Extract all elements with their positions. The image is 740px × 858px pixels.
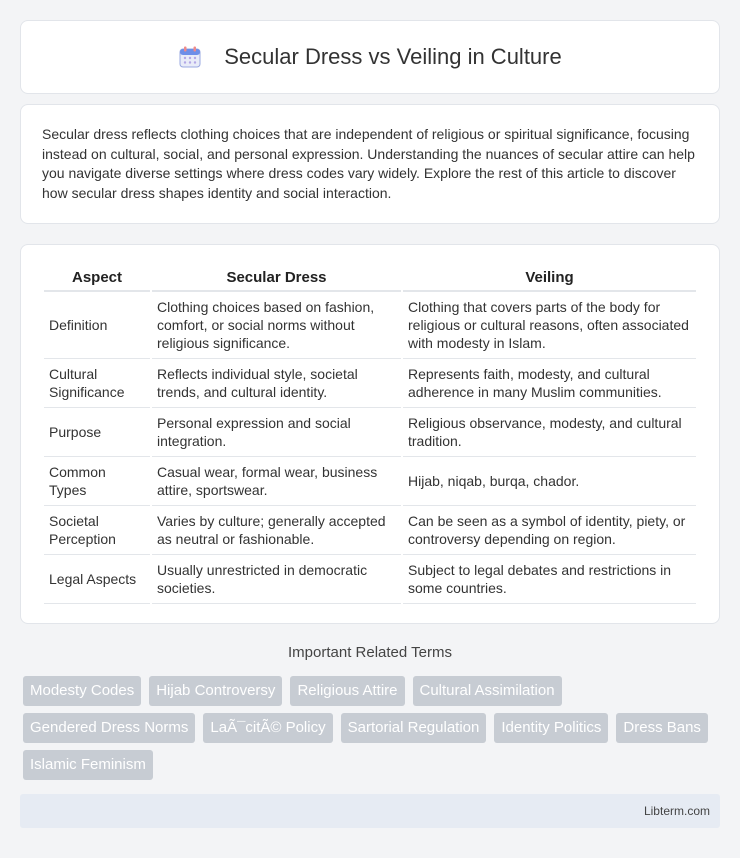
header-card (20, 20, 720, 94)
tag-laicite-policy[interactable]: LaÃ¯citÃ© Policy (203, 713, 332, 743)
tag-identity-politics[interactable]: Identity Politics (494, 713, 608, 743)
row-aspect: Societal Perception (44, 506, 150, 555)
row-veiling: Clothing that covers parts of the body for religious or cultural reasons, often associated with modesty in Islam. (403, 292, 696, 359)
row-veiling: Can be seen as a symbol of identity, piety, or controversy depending on region. (403, 506, 696, 555)
table-row (44, 457, 696, 506)
row-secular: Clothing choices based on fashion, comfort, or social norms without religious significance. (152, 292, 401, 359)
row-aspect: Definition (44, 292, 150, 359)
tag-modesty-codes[interactable]: Modesty Codes (23, 676, 141, 706)
related-terms-list (23, 676, 723, 780)
comparison-card (20, 244, 720, 624)
intro-card (20, 104, 720, 224)
table-row (44, 292, 696, 359)
header (178, 44, 561, 70)
footer-link[interactable]: Libterm.com (643, 804, 710, 818)
tag-sartorial-regulation[interactable]: Sartorial Regulation (341, 713, 487, 743)
tag-dress-bans[interactable]: Dress Bans (616, 713, 708, 743)
calendar-icon (178, 45, 202, 69)
intro-text: Secular dress reflects clothing choices that are independent of religious or spiritual significance, focusing instead on cultural, social, and personal expression. Understanding the nuances of secular attire can help you navigate diverse settings where dress codes vary widely. Explore the rest of this article to discover how secular dress shapes identity and social interaction. (42, 126, 695, 201)
tag-hijab-controversy[interactable]: Hijab Controversy (149, 676, 282, 706)
tag-gendered-dress-norms[interactable]: Gendered Dress Norms (23, 713, 195, 743)
row-aspect: Legal Aspects (44, 555, 150, 604)
row-aspect: Cultural Significance (44, 359, 150, 408)
footer (20, 794, 720, 828)
row-veiling: Represents faith, modesty, and cultural adherence in many Muslim communities. (403, 359, 696, 408)
header-veiling: Veiling (403, 263, 696, 292)
table-row (44, 506, 696, 555)
row-secular: Reflects individual style, societal trends, and cultural identity. (152, 359, 401, 408)
header-secular-dress: Secular Dress (152, 263, 401, 292)
table-row (44, 555, 696, 604)
row-aspect: Common Types (44, 457, 150, 506)
row-aspect: Purpose (44, 408, 150, 457)
table-header-row (44, 263, 696, 292)
row-veiling: Hijab, niqab, burqa, chador. (403, 457, 696, 506)
header-aspect: Aspect (44, 263, 150, 292)
related-terms-title: Important Related Terms (288, 644, 452, 661)
row-veiling: Religious observance, modesty, and cultural tradition. (403, 408, 696, 457)
comparison-table (42, 263, 698, 604)
row-secular: Casual wear, formal wear, business attire, sportswear. (152, 457, 401, 506)
table-row (44, 408, 696, 457)
tag-cultural-assimilation[interactable]: Cultural Assimilation (413, 676, 562, 706)
page-title: Secular Dress vs Veiling in Culture (224, 44, 562, 69)
row-secular: Usually unrestricted in democratic societies. (152, 555, 401, 604)
row-secular: Personal expression and social integration. (152, 408, 401, 457)
row-veiling: Subject to legal debates and restrictions in some countries. (403, 555, 696, 604)
tag-islamic-feminism[interactable]: Islamic Feminism (23, 750, 153, 780)
tag-religious-attire[interactable]: Religious Attire (290, 676, 404, 706)
row-secular: Varies by culture; generally accepted as neutral or fashionable. (152, 506, 401, 555)
table-row (44, 359, 696, 408)
